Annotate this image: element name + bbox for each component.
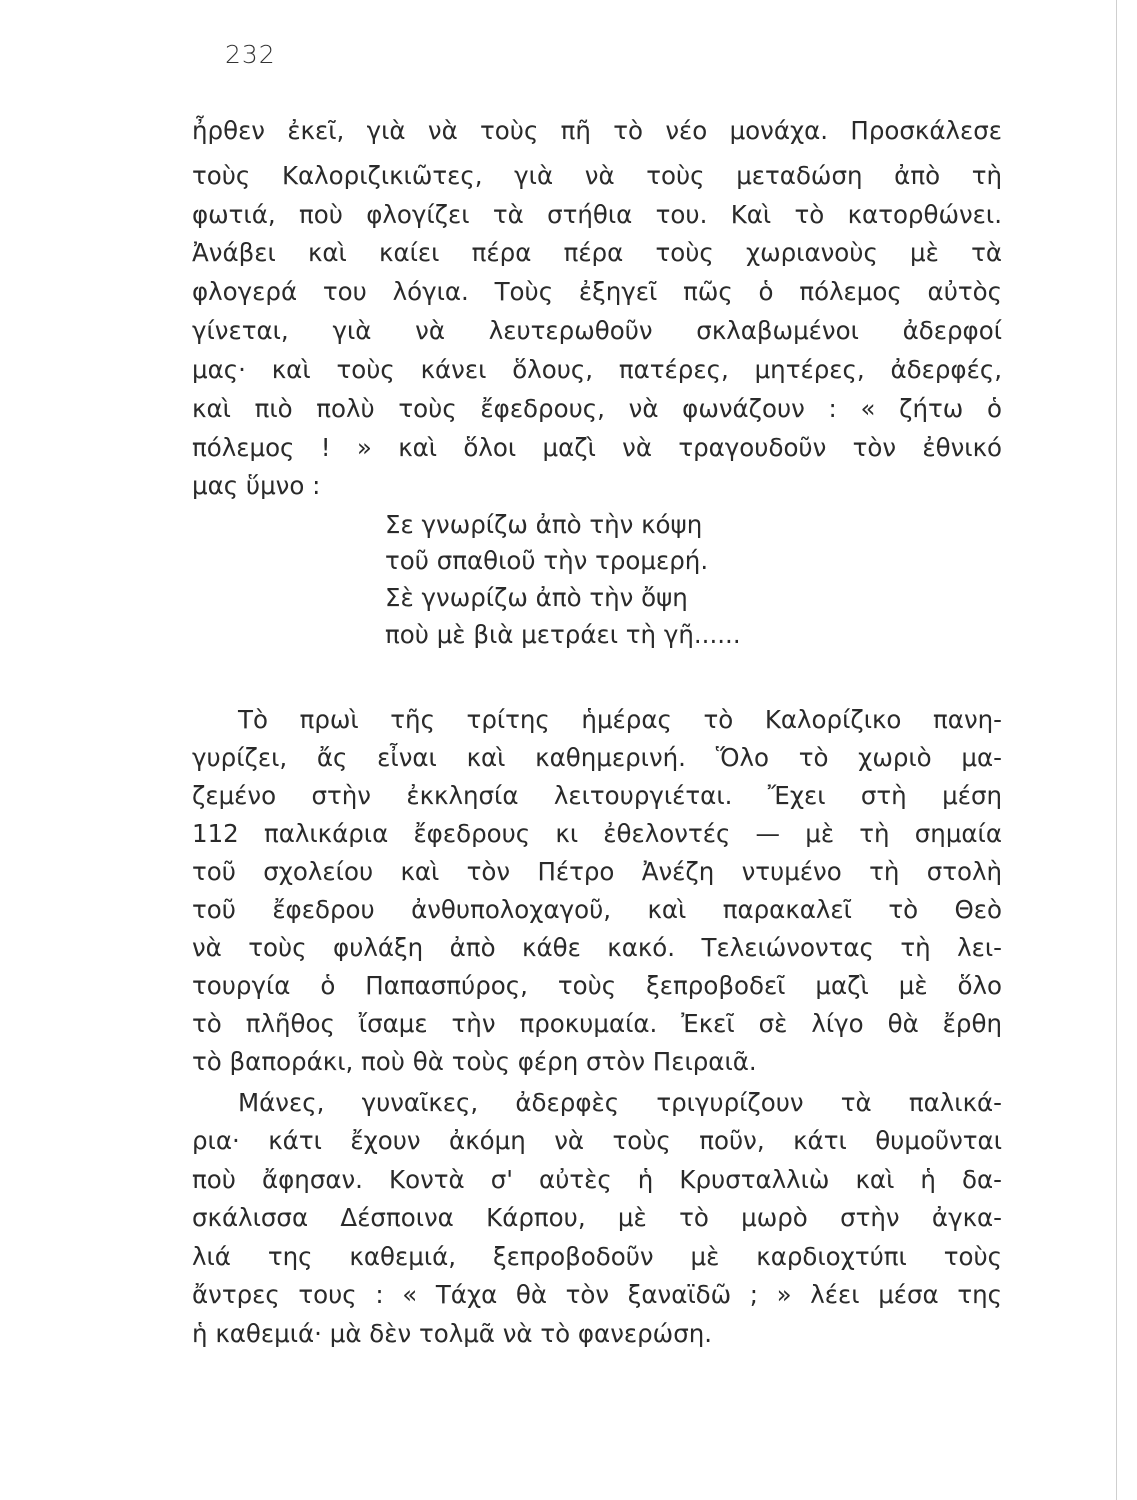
text-line: τὸ πλῆθος ἴσαμε τὴν προκυμαία. Ἐκεῖ σὲ λίγο θὰ ἔρθη [192, 1009, 1002, 1038]
text-line: ἡ καθεμιά· μὰ δὲν τολμᾶ νὰ τὸ φανερώση. [192, 1319, 713, 1348]
verse-line: Σὲ γνωρίζω ἀπὸ τὴν ὄψη [385, 583, 688, 612]
text-line: γυρίζει, ἄς εἶναι καὶ καθημερινή. Ὅλο τὸ χωριὸ μα- [192, 743, 1002, 772]
text-line: ἦρθεν ἐκεῖ, γιὰ νὰ τοὺς πῆ τὸ νέο μονάχα. Προσκάλεσε [192, 116, 1002, 145]
text-line: τοῦ σχολείου καὶ τὸν Πέτρο Ἀνέζη ντυμένο τὴ στολὴ [192, 857, 1002, 886]
text-line: τοῦ ἔφεδρου ἀνθυπολοχαγοῦ, καὶ παρακαλεῖ τὸ Θεὸ [192, 895, 1002, 924]
text-line: φωτιά, ποὺ φλογίζει τὰ στήθια του. Καὶ τὸ κατορθώνει. [192, 200, 1002, 229]
text-line: ζεμένο στὴν ἐκκλησία λειτουργιέται. Ἔχει στὴ μέση [192, 781, 1002, 810]
text-line: τοὺς Καλοριζικιῶτες, γιὰ νὰ τοὺς μεταδώση ἀπὸ τὴ [192, 161, 1002, 190]
text-line: τὸ βαποράκι, ποὺ θὰ τοὺς φέρη στὸν Πειραιᾶ. [192, 1047, 757, 1076]
text-line: λιά της καθεμιά, ξεπροβοδοῦν μὲ καρδιοχτύπι τοὺς [192, 1242, 1002, 1271]
text-line: νὰ τοὺς φυλάξη ἀπὸ κάθε κακό. Τελειώνοντας τὴ λει- [192, 933, 1002, 962]
text-line: ποὺ ἄφησαν. Κοντὰ σ' αὐτὲς ἡ Κρυσταλλιὼ καὶ ἡ δα- [192, 1165, 1002, 1194]
text-line: Τὸ πρωὶ τῆς τρίτης ἡμέρας τὸ Καλορίζικο πανη- [238, 705, 1002, 734]
page-edge-divider [1116, 0, 1117, 1500]
text-line: Ἀνάβει καὶ καίει πέρα πέρα τοὺς χωριανοὺς μὲ τὰ [192, 238, 1002, 267]
text-line: μας ὕμνο : [192, 471, 321, 500]
text-line: καὶ πιὸ πολὺ τοὺς ἔφεδρους, νὰ φωνάζουν : « ζήτω ὁ [192, 394, 1002, 423]
text-line: ἄντρες τους : « Τάχα θὰ τὸν ξαναϊδῶ ; » λέει μέσα της [192, 1280, 1002, 1309]
text-line: Μάνες, γυναῖκες, ἀδερφὲς τριγυρίζουν τὰ παλικά- [238, 1088, 1002, 1117]
verse-line: Σε γνωρίζω ἀπὸ τὴν κόψη [385, 510, 703, 539]
text-line: τουργία ὁ Παπασπύρος, τοὺς ξεπροβοδεῖ μαζὶ μὲ ὅλο [192, 971, 1002, 1000]
text-line: φλογερά του λόγια. Τοὺς ἐξηγεῖ πῶς ὁ πόλεμος αὐτὸς [192, 277, 1002, 306]
text-line: σκάλισσα Δέσποινα Κάρπου, μὲ τὸ μωρὸ στὴν ἀγκα- [192, 1203, 1002, 1232]
verse-line: ποὺ μὲ βιὰ μετράει τὴ γῆ...... [385, 620, 741, 649]
text-line: μας· καὶ τοὺς κάνει ὅλους, πατέρες, μητέρες, ἀδερφές, [192, 355, 1002, 384]
text-line: πόλεμος ! » καὶ ὅλοι μαζὶ νὰ τραγουδοῦν τὸν ἐθνικό [192, 433, 1002, 462]
page-number: 232 [225, 40, 276, 69]
text-line: 112 παλικάρια ἔφεδρους κι ἐθελοντές — μὲ τὴ σημαία [192, 819, 1002, 848]
text-line: ρια· κάτι ἔχουν ἀκόμη νὰ τοὺς ποῦν, κάτι θυμοῦνται [192, 1126, 1002, 1155]
text-line: γίνεται, γιὰ νὰ λευτερωθοῦν σκλαβωμένοι ἀδερφοί [192, 316, 1002, 345]
verse-line: τοῦ σπαθιοῦ τὴν τρομερή. [385, 546, 709, 575]
